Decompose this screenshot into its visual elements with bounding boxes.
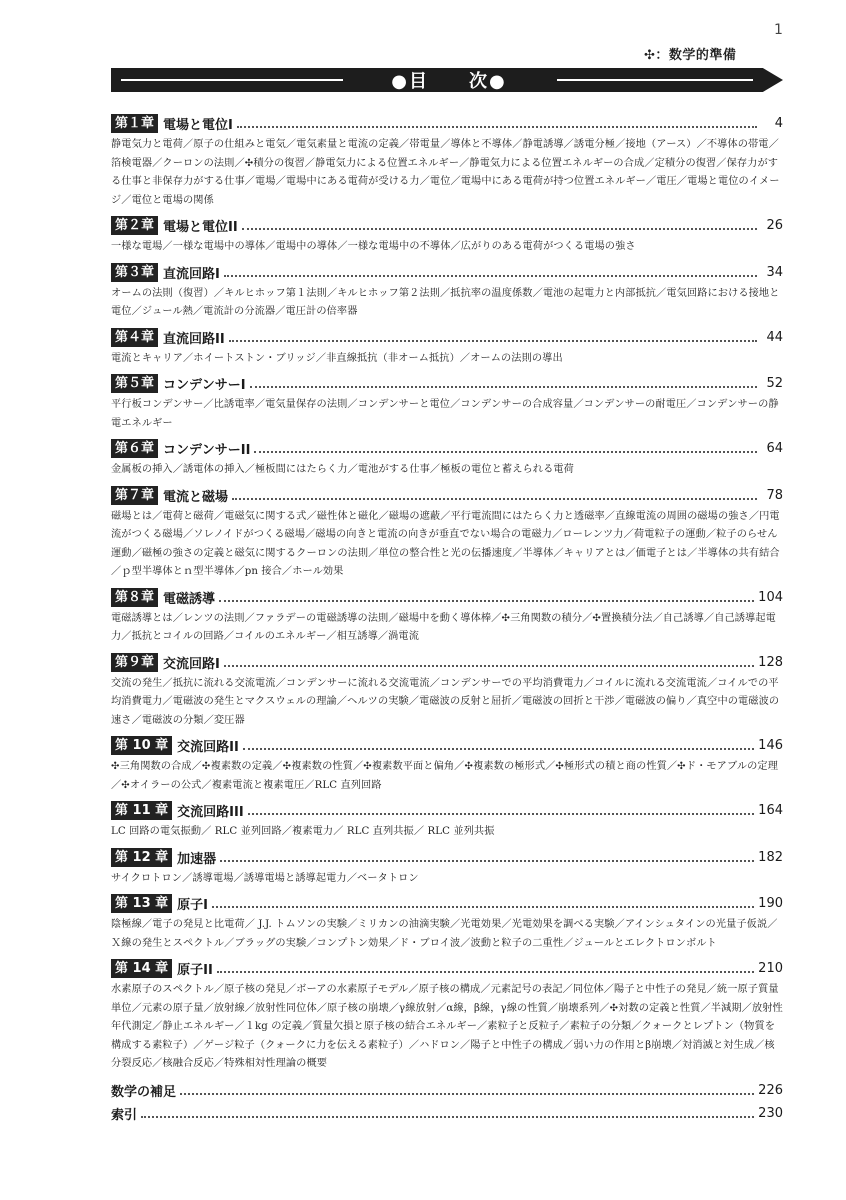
chapter-heading[interactable]: [111, 587, 783, 608]
chapter-entry: [111, 652, 783, 731]
chapter-label: 第 14 章: [111, 959, 172, 978]
chapter-page: 210: [758, 961, 783, 976]
dot-leader: [141, 1106, 754, 1118]
dot-leader: [237, 116, 757, 128]
chapter-topics: 電流とキャリア／ホイートストン・ブリッジ／非直線抵抗（非オーム抵抗）／オームの法則の導出: [111, 352, 563, 364]
chapter-topics: オームの法則（復習）／キルヒホッフ第１法則／キルヒホッフ第２法則／抵抗率の温度係数／電池の起電力と内部抵抗／電気回路における接地と電位／ジュール熱／電流計の分流器／電圧計の倍率器: [111, 287, 780, 317]
chapter-heading[interactable]: [111, 735, 783, 756]
chapter-title: 電流と磁場: [163, 489, 229, 505]
chapter-title: 電磁誘導: [163, 591, 216, 607]
chapter-entry: [111, 800, 783, 842]
chapter-page: 44: [766, 329, 783, 345]
dot-leader: [232, 488, 757, 500]
chapter-title: 電場と電位II: [163, 220, 238, 235]
chapter-title: 交流回路III: [177, 805, 244, 820]
chapter-page: 4: [774, 116, 783, 131]
chapter-title: 直流回路II: [163, 331, 225, 347]
chapter-topics: 電磁誘導とは／レンツの法則／ファラデーの電磁誘導の法則／磁場中を動く導体棒／✣三角関数の積分／✣置換積分法／自己誘導／自己誘導起電力／抵抗とコイルの回路／コイルのエネルギー／相互誘導／渦電流: [111, 612, 776, 642]
dot-leader: [242, 218, 757, 230]
appendix-page: 230: [758, 1105, 783, 1121]
page-number: 1: [774, 22, 783, 38]
chapter-title: コンデンサーI: [163, 378, 246, 393]
chapter-entry: [111, 587, 783, 647]
chapter-label: 第 10 章: [111, 736, 172, 755]
chapter-entry: [111, 847, 783, 889]
chapter-label: 第 11 章: [111, 801, 172, 820]
toc-title: ●目 次●: [391, 71, 507, 92]
chapter-entry: [111, 113, 783, 210]
chapter-entry: [111, 485, 783, 582]
chapter-page: 182: [758, 849, 783, 865]
chapter-entry: [111, 262, 783, 322]
math-prep-legend: ✣：数学的準備: [644, 48, 737, 63]
chapter-title: 交流回路I: [163, 656, 220, 672]
chapter-heading[interactable]: [111, 215, 783, 236]
dot-leader: [254, 441, 757, 453]
chapter-title: 加速器: [177, 851, 217, 867]
chapter-heading[interactable]: [111, 262, 783, 283]
chapter-label: 第 12 章: [111, 848, 172, 867]
chapter-label: 第４章: [111, 328, 158, 347]
chapter-heading[interactable]: [111, 113, 783, 134]
chapter-heading[interactable]: [111, 958, 783, 979]
chapter-heading[interactable]: [111, 893, 783, 914]
chapter-heading[interactable]: [111, 438, 783, 459]
chapter-entry: [111, 735, 783, 795]
chapter-label: 第８章: [111, 588, 158, 607]
appendix-heading[interactable]: [111, 1102, 783, 1125]
chapter-title: コンデンサーII: [163, 443, 251, 458]
dot-leader: [224, 655, 754, 667]
chapter-label: 第７章: [111, 486, 158, 505]
appendix-title: 索引: [111, 1107, 138, 1123]
chapter-heading[interactable]: [111, 485, 783, 506]
dot-leader: [243, 738, 754, 750]
chapter-topics: ✣三角関数の合成／✣複素数の定義／✣複素数の性質／✣複素数平面と偏角／✣複素数の極形式／✣極形式の積と商の性質／✣ド・モアブルの定理／✣オイラーの公式／複素電流と複素電圧／RLC 直列回路: [111, 761, 778, 791]
chapter-title: 交流回路II: [177, 740, 239, 755]
chapter-heading[interactable]: [111, 327, 783, 348]
dot-leader: [217, 961, 754, 973]
chapter-topics: 磁場とは／電荷と磁荷／電磁気に関する式／磁性体と磁化／磁場の遮蔽／平行電流間にはたらく力と透磁率／直線電流の周囲の磁場の強さ／円電流がつくる磁場／ソレノイドがつくる磁場／磁場の向きと電流の向きが垂直でない場合の電磁力／ローレンツ力／荷電粒子の運動／粒子のらせん運動／磁極の強さの定義と磁気に関するクーロンの法則／単位の整合性と光の伝播速度／半導体／キャリアとは／価電子とは／半導体の共有結合／ｐ型半導体とｎ型半導体／pn 接合／ホール効果: [111, 510, 780, 577]
chapter-page: 104: [758, 589, 783, 605]
chapter-heading[interactable]: [111, 800, 783, 821]
dot-leader: [229, 330, 757, 342]
chapter-topics: 一様な電場／一様な電場中の導体／電場中の導体／一様な電場中の不導体／広がりのある電荷がつくる電場の強さ: [111, 241, 636, 252]
chapter-title: 電場と電位I: [163, 118, 233, 133]
chapter-entry: [111, 327, 783, 369]
dot-leader: [248, 803, 755, 815]
chapter-label: 第５章: [111, 374, 158, 393]
dot-leader: [220, 850, 754, 862]
chapter-heading[interactable]: [111, 373, 783, 394]
chapter-title: 原子I: [177, 898, 208, 913]
dot-leader: [219, 590, 754, 602]
chapter-heading[interactable]: [111, 652, 783, 673]
chapter-label: 第２章: [111, 216, 158, 235]
chapter-page: 26: [766, 218, 783, 233]
chapter-label: 第１章: [111, 114, 158, 133]
toc-banner: [111, 68, 783, 92]
chapter-topics: 交流の発生／抵抗に流れる交流電流／コンデンサーに流れる交流電流／コンデンサーでの平均消費電力／コイルに流れる交流電流／コイルでの平均消費電力／電磁波の発生とマクスウェルの理論／ヘルツの実験／電磁波の反射と屈折／電磁波の回折と干渉／電磁波の偏り／真空中の電磁波の速さ／電磁波の分類／変圧器: [111, 677, 780, 726]
table-of-contents: [111, 113, 783, 1125]
chapter-topics: 陰極線／電子の発見と比電荷／ J.J. トムソンの実験／ミリカンの油滴実験／光電効果／光電効果を調べる実験／アインシュタインの光量子仮説／Ｘ線の発生とスペクトル／ブラッグの実験／コンプトン効果／ド・ブロイ波／波動と粒子の二重性／ジュールとエレクトロンボルト: [111, 919, 778, 949]
chapter-entry: [111, 373, 783, 433]
chapter-page: 128: [758, 654, 783, 670]
chapter-title: 原子II: [177, 963, 213, 978]
appendix-entry: [111, 1079, 783, 1102]
appendix-page: 226: [758, 1082, 783, 1098]
chapter-entry: [111, 893, 783, 953]
chapter-topics: LC 回路の電気振動／ RLC 並列回路／複素電力／ RLC 直列共振／ RLC 並列共振: [111, 826, 495, 837]
dot-leader: [180, 1083, 754, 1095]
chapter-entry: [111, 215, 783, 257]
chapter-heading[interactable]: [111, 847, 783, 868]
chapter-page: 190: [758, 896, 783, 911]
banner-rule-right: [557, 79, 753, 81]
chapter-topics: 平行板コンデンサー／比誘電率／電気量保存の法則／コンデンサーと電位／コンデンサーの合成容量／コンデンサーの耐電圧／コンデンサーの静電エネルギー: [111, 399, 779, 429]
chapter-page: 78: [766, 487, 783, 503]
chapter-page: 164: [758, 803, 783, 818]
chapter-label: 第 13 章: [111, 894, 172, 913]
dot-leader: [224, 265, 757, 277]
banner-rule-left: [121, 79, 343, 81]
appendix-heading[interactable]: [111, 1079, 783, 1102]
chapter-label: 第３章: [111, 263, 158, 282]
chapter-topics: 静電気力と電荷／原子の仕組みと電気／電気素量と電流の定義／帯電量／導体と不導体／静電誘導／誘電分極／接地（アース）／不導体の帯電／箔検電器／クーロンの法則／✣積分の復習／静電気力による位置エネルギー／静電気力による位置エネルギーの合成／定積分の復習／保存力がする仕事と非保存力がする仕事／電場／電場中にある電荷が受ける力／電位／電場中にある電荷が持つ位置エネルギー／電圧／電場と電位のイメージ／電位と電場の関係: [111, 139, 780, 206]
chapter-page: 52: [766, 376, 783, 391]
chapter-topics: 水素原子のスペクトル／原子核の発見／ボーアの水素原子モデル／原子核の構成／元素記号の表記／同位体／陽子と中性子の発見／統一原子質量単位／元素の原子量／放射線／放射性同位体／原子核の崩壊／γ線放射／α線，β線，γ線の性質／崩壊系列／✣対数の定義と性質／半減期／放射性年代測定／静止エネルギー／１kg の定義／質量欠損と原子核の結合エネルギー／素粒子と反粒子／素粒子の分類／クォークとレプトン（物質を構成する素粒子）／ゲージ粒子（クォークに力を伝える素粒子）／ハドロン／陽子と中性子の構成／弱い力の作用とβ崩壊／対消滅と対生成／核分裂反応／核融合反応／特殊相対性理論の概要: [111, 984, 783, 1069]
appendix-entry: [111, 1102, 783, 1125]
chapter-page: 34: [766, 264, 783, 280]
dot-leader: [250, 376, 757, 388]
chapter-topics: 金属板の挿入／誘電体の挿入／極板間にはたらく力／電池がする仕事／極板の電位と蓄えられる電荷: [111, 464, 574, 475]
chapter-title: 直流回路I: [163, 266, 220, 282]
dot-leader: [212, 896, 754, 908]
chapter-label: 第６章: [111, 439, 158, 458]
chapter-page: 146: [758, 738, 783, 753]
chapter-entry: [111, 958, 783, 1074]
appendix-title: 数学の補足: [111, 1084, 177, 1100]
chapter-topics: サイクロトロン／誘導電場／誘導電場と誘導起電力／ベータトロン: [111, 872, 419, 884]
chapter-page: 64: [766, 441, 783, 456]
chapter-label: 第９章: [111, 653, 158, 672]
chapter-entry: [111, 438, 783, 480]
